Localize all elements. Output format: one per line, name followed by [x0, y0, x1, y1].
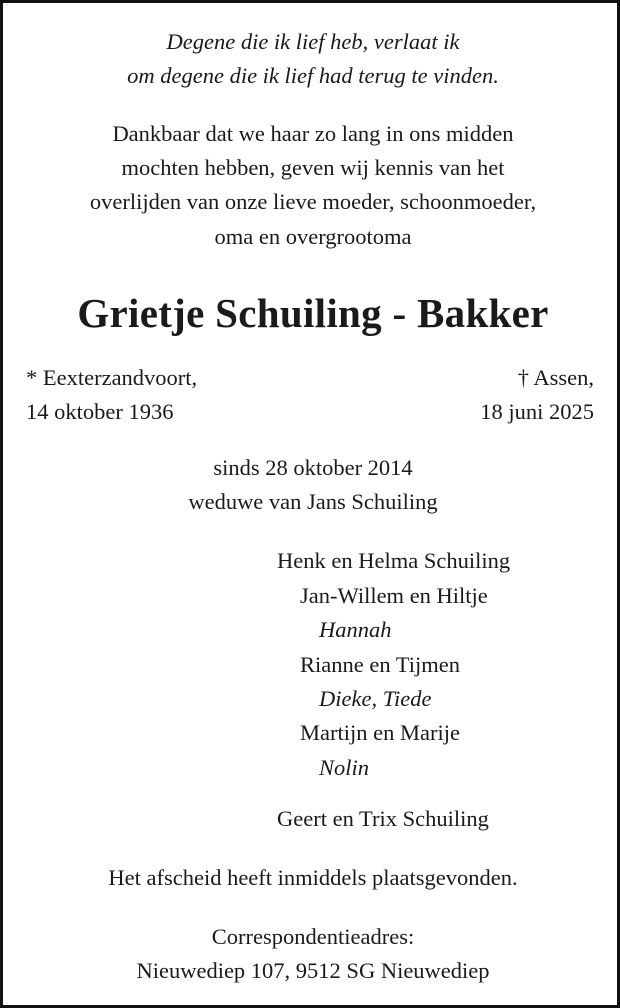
family-grandchild-2: Rianne en Tijmen — [300, 652, 461, 677]
family-grandchild-1: Jan-Willem en Hiltje — [300, 583, 488, 608]
family-child-2: Geert en Trix Schuiling — [277, 806, 489, 831]
death-place: † Assen, — [517, 365, 594, 390]
family-child-1: Henk en Helma Schuiling — [277, 548, 511, 573]
intro-line-1: Dankbaar dat we haar zo lang in ons midden — [112, 121, 514, 146]
motto-line-1: Degene die ik lief heb, verlaat ik — [166, 29, 460, 54]
widow-since: sinds 28 oktober 2014 — [213, 455, 413, 480]
death-date: 18 juni 2025 — [480, 399, 594, 424]
birth-date: 14 oktober 1936 — [26, 399, 174, 424]
intro-line-2: mochten hebben, geven wij kennis van het — [121, 155, 505, 180]
motto-line-2: om degene die ik lief had terug te vinden. — [127, 63, 499, 88]
family-great-grandchild-2: Dieke, Tiede — [319, 686, 432, 711]
deceased-name: Grietje Schuiling - Bakker — [77, 290, 549, 336]
family-great-grandchild-3: Nolin — [319, 755, 370, 780]
intro-line-4: oma en overgrootoma — [214, 224, 412, 249]
birth-place: * Eexterzandvoort, — [26, 365, 198, 390]
correspondence-label: Correspondentieadres: — [211, 924, 415, 949]
family-great-grandchild-1: Hannah — [319, 617, 392, 642]
family-grandchild-3: Martijn en Marije — [300, 720, 460, 745]
intro-line-3: overlijden van onze lieve moeder, schoonmoeder, — [89, 189, 537, 214]
farewell-notice: Het afscheid heeft inmiddels plaatsgevonden. — [108, 865, 518, 890]
correspondence-address: Nieuwediep 107, 9512 SG Nieuwediep — [136, 958, 490, 983]
widow-of: weduwe van Jans Schuiling — [188, 489, 438, 514]
